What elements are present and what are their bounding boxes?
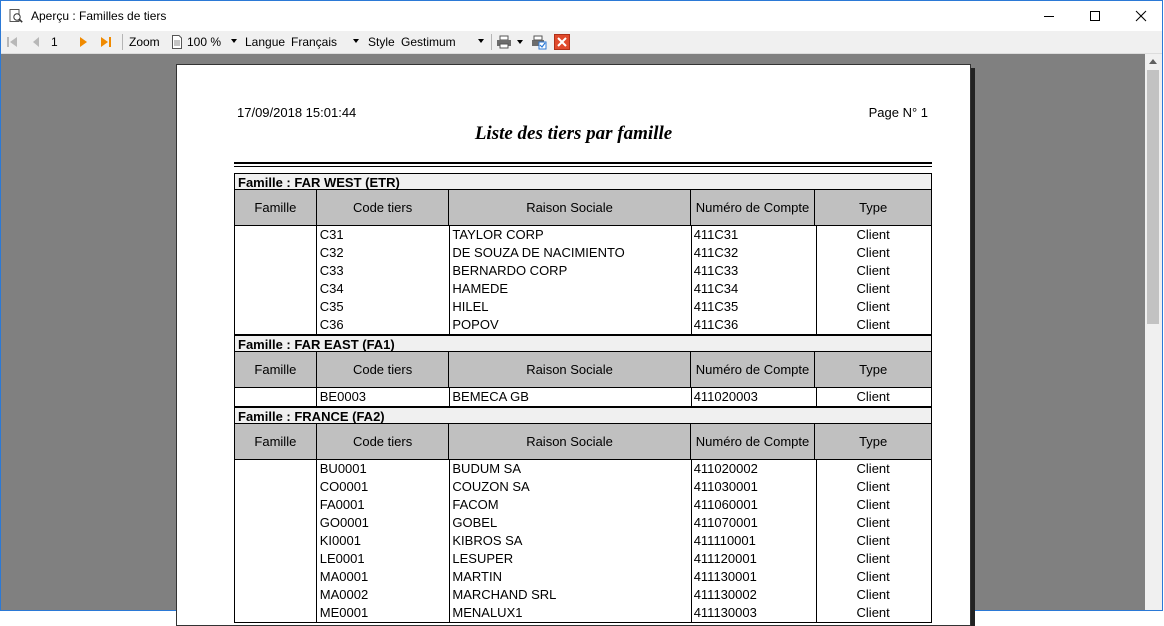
page-zoom-icon: [171, 31, 183, 53]
table-cell-raison-sociale: TAYLOR CORP: [452, 227, 544, 242]
vertical-scrollbar[interactable]: [1145, 54, 1162, 610]
table-row: [235, 244, 931, 262]
column-header-col-code-tiers: Code tiers: [317, 424, 450, 459]
table-cell-famille: [235, 514, 317, 532]
chevron-down-icon: [478, 39, 484, 43]
table-row: [235, 532, 931, 550]
table-cell-type: Client: [856, 245, 890, 260]
family-header: Famille : FAR EAST (FA1): [234, 335, 932, 352]
table-cell-type: Client: [856, 479, 890, 494]
column-divider: [691, 226, 692, 334]
page-number-field[interactable]: 1: [51, 35, 58, 49]
family-rows: [234, 388, 932, 407]
column-divider: [449, 460, 450, 622]
column-header-col-code-tiers: Code tiers: [317, 190, 450, 225]
table-cell-raison-sociale: LESUPER: [452, 551, 514, 566]
maximize-button[interactable]: [1072, 1, 1118, 31]
table-cell-famille: [235, 262, 317, 280]
table-row: [235, 298, 931, 316]
table-cell-code-tiers: KI0001: [319, 533, 361, 548]
table-cell-numero-compte: 411120001: [693, 551, 757, 566]
table-cell-famille: [235, 568, 317, 586]
previous-page-icon[interactable]: [31, 31, 41, 53]
table-cell-numero-compte: 411C32: [693, 245, 739, 260]
scroll-up-icon[interactable]: [1149, 59, 1157, 64]
column-divider: [691, 460, 692, 622]
toolbar-separator: [122, 34, 123, 50]
table-cell-raison-sociale: HILEL: [452, 299, 489, 314]
table-cell-numero-compte: 411060001: [693, 497, 758, 512]
preview-toolbar: [1, 31, 1162, 54]
table-row: [235, 586, 931, 604]
column-divider: [691, 388, 692, 406]
zoom-select[interactable]: [187, 33, 239, 51]
column-header-col-code-tiers: Code tiers: [317, 352, 450, 387]
table-row: [235, 604, 931, 622]
minimize-button[interactable]: [1026, 1, 1072, 31]
column-divider: [816, 226, 817, 334]
table-row: [235, 388, 931, 406]
table-cell-code-tiers: LE0001: [319, 551, 365, 566]
table-cell-raison-sociale: BEMECA GB: [452, 389, 529, 404]
table-cell-code-tiers: MA0002: [319, 587, 369, 602]
langue-select[interactable]: [291, 33, 361, 51]
langue-value: Français: [291, 35, 338, 49]
table-cell-type: Client: [856, 605, 890, 620]
family-header: Famille : FAR WEST (ETR): [234, 173, 932, 190]
table-cell-numero-compte: 411C31: [693, 227, 739, 242]
table-cell-numero-compte: 411130001: [693, 569, 757, 584]
table-cell-numero-compte: 411C36: [693, 317, 739, 332]
style-value: Gestimum: [401, 35, 456, 49]
family-section: [234, 407, 932, 623]
column-header-col-famille: Famille: [235, 190, 317, 225]
table-cell-code-tiers: C33: [319, 263, 344, 278]
chevron-down-icon: [353, 39, 359, 43]
table-cell-type: Client: [856, 389, 890, 404]
table-cell-famille: [235, 532, 317, 550]
table-cell-type: Client: [856, 569, 890, 584]
table-cell-raison-sociale: KIBROS SA: [452, 533, 523, 548]
langue-label: Langue: [245, 35, 286, 49]
table-cell-numero-compte: 411020002: [693, 461, 758, 476]
table-row: [235, 226, 931, 244]
zoom-label: Zoom: [129, 35, 160, 49]
column-header-col-raison-sociale: Raison Sociale: [449, 190, 690, 225]
column-header-col-famille: Famille: [235, 424, 317, 459]
table-cell-type: Client: [856, 317, 890, 332]
table-cell-code-tiers: GO0001: [319, 515, 369, 530]
table-cell-raison-sociale: BUDUM SA: [452, 461, 522, 476]
table-cell-code-tiers: MA0001: [319, 569, 369, 584]
table-cell-famille: [235, 550, 317, 568]
table-cell-type: Client: [856, 551, 890, 566]
report-page-number: Page N° 1: [868, 105, 928, 120]
table-cell-type: Client: [856, 299, 890, 314]
table-cell-famille: [235, 298, 317, 316]
table-row: [235, 550, 931, 568]
table-cell-numero-compte: 411070001: [693, 515, 758, 530]
table-cell-famille: [235, 604, 317, 622]
table-cell-famille: [235, 496, 317, 514]
table-row: [235, 280, 931, 298]
style-select[interactable]: [401, 33, 486, 51]
table-cell-code-tiers: C34: [319, 281, 344, 296]
table-cell-numero-compte: 411020003: [693, 389, 758, 404]
print-icon[interactable]: [496, 31, 512, 53]
table-cell-code-tiers: BU0001: [319, 461, 367, 476]
table-cell-numero-compte: 411C35: [693, 299, 739, 314]
column-header-row: [234, 352, 932, 388]
table-cell-famille: [235, 388, 317, 406]
column-divider: [316, 460, 317, 622]
column-header-col-type: Type: [859, 362, 888, 377]
table-cell-raison-sociale: FACOM: [452, 497, 499, 512]
table-cell-code-tiers: CO0001: [319, 479, 369, 494]
table-cell-type: Client: [856, 461, 890, 476]
table-cell-type: Client: [856, 587, 890, 602]
last-page-icon[interactable]: [100, 31, 112, 53]
table-cell-famille: [235, 280, 317, 298]
column-header-col-type: Type: [859, 200, 888, 215]
table-row: [235, 514, 931, 532]
column-header-col-raison-sociale: Raison Sociale: [449, 424, 690, 459]
column-header-row: [234, 424, 932, 460]
column-header-col-type: Type: [859, 434, 888, 449]
table-cell-famille: [235, 460, 317, 478]
column-header-col-raison-sociale: Raison Sociale: [449, 352, 690, 387]
print-dropdown-icon[interactable]: [517, 31, 523, 53]
column-divider: [449, 226, 450, 334]
table-cell-type: Client: [856, 263, 890, 278]
family-section: [234, 335, 932, 407]
next-page-icon[interactable]: [78, 31, 88, 53]
table-cell-raison-sociale: GOBEL: [452, 515, 498, 530]
title-bar: [1, 1, 1162, 31]
table-cell-code-tiers: C32: [319, 245, 344, 260]
table-cell-raison-sociale: BERNARDO CORP: [452, 263, 568, 278]
column-divider: [816, 388, 817, 406]
table-cell-code-tiers: ME0001: [319, 605, 369, 620]
table-cell-numero-compte: 411C34: [693, 281, 739, 296]
column-header-col-numero-compte: Numéro de Compte: [691, 352, 816, 387]
table-cell-numero-compte: 411130002: [693, 587, 757, 602]
style-label: Style: [368, 35, 395, 49]
title-rule: [234, 162, 932, 164]
table-cell-famille: [235, 586, 317, 604]
column-header-col-famille: Famille: [235, 352, 317, 387]
table-cell-type: Client: [856, 281, 890, 296]
column-divider: [316, 388, 317, 406]
table-cell-code-tiers: FA0001: [319, 497, 365, 512]
table-cell-code-tiers: C31: [319, 227, 344, 242]
table-cell-numero-compte: 411130003: [693, 605, 757, 620]
title-rule: [234, 166, 932, 167]
family-rows: [234, 226, 932, 335]
preview-app-icon: [9, 9, 23, 23]
table-cell-raison-sociale: POPOV: [452, 317, 499, 332]
column-divider: [449, 388, 450, 406]
table-row: [235, 568, 931, 586]
column-header-col-numero-compte: Numéro de Compte: [691, 190, 816, 225]
table-cell-type: Client: [856, 227, 890, 242]
chevron-down-icon: [231, 39, 237, 43]
table-cell-raison-sociale: MARCHAND SRL: [452, 587, 557, 602]
first-page-icon[interactable]: [6, 31, 18, 53]
table-cell-numero-compte: 411C33: [693, 263, 739, 278]
table-cell-raison-sociale: HAMEDE: [452, 281, 509, 296]
table-cell-raison-sociale: COUZON SA: [452, 479, 530, 494]
table-cell-code-tiers: C35: [319, 299, 344, 314]
column-header-col-numero-compte: Numéro de Compte: [691, 424, 816, 459]
table-cell-type: Client: [856, 533, 890, 548]
report-page: [176, 64, 971, 626]
table-cell-numero-compte: 411030001: [693, 479, 758, 494]
print-setup-icon[interactable]: [530, 31, 548, 53]
table-cell-raison-sociale: MENALUX1: [452, 605, 523, 620]
table-cell-type: Client: [856, 497, 890, 512]
table-cell-code-tiers: BE0003: [319, 389, 367, 404]
family-header: Famille : FRANCE (FA2): [234, 407, 932, 424]
table-cell-famille: [235, 226, 317, 244]
close-window-button[interactable]: [1118, 1, 1164, 31]
table-cell-type: Client: [856, 515, 890, 530]
table-cell-famille: [235, 244, 317, 262]
table-cell-code-tiers: C36: [319, 317, 344, 332]
scrollbar-thumb[interactable]: [1147, 70, 1159, 324]
column-header-row: [234, 190, 932, 226]
family-rows: [234, 460, 932, 623]
column-divider: [816, 460, 817, 622]
table-cell-raison-sociale: DE SOUZA DE NACIMIENTO: [452, 245, 625, 260]
table-row: [235, 478, 931, 496]
table-cell-raison-sociale: MARTIN: [452, 569, 502, 584]
table-row: [235, 316, 931, 334]
close-preview-icon[interactable]: [554, 31, 570, 53]
zoom-value: 100 %: [187, 35, 222, 49]
table-row: [235, 460, 931, 478]
table-row: [235, 496, 931, 514]
table-cell-famille: [235, 316, 317, 334]
table-cell-famille: [235, 478, 317, 496]
family-section: [234, 173, 932, 335]
table-row: [235, 262, 931, 280]
report-date: 17/09/2018 15:01:44: [237, 105, 357, 120]
toolbar-separator: [491, 34, 492, 50]
table-cell-numero-compte: 411110001: [693, 533, 756, 548]
report-title: Liste des tiers par famille: [474, 123, 673, 144]
window-title: Aperçu : Familles de tiers: [31, 9, 167, 23]
column-divider: [316, 226, 317, 334]
preview-viewport[interactable]: [1, 54, 1145, 620]
